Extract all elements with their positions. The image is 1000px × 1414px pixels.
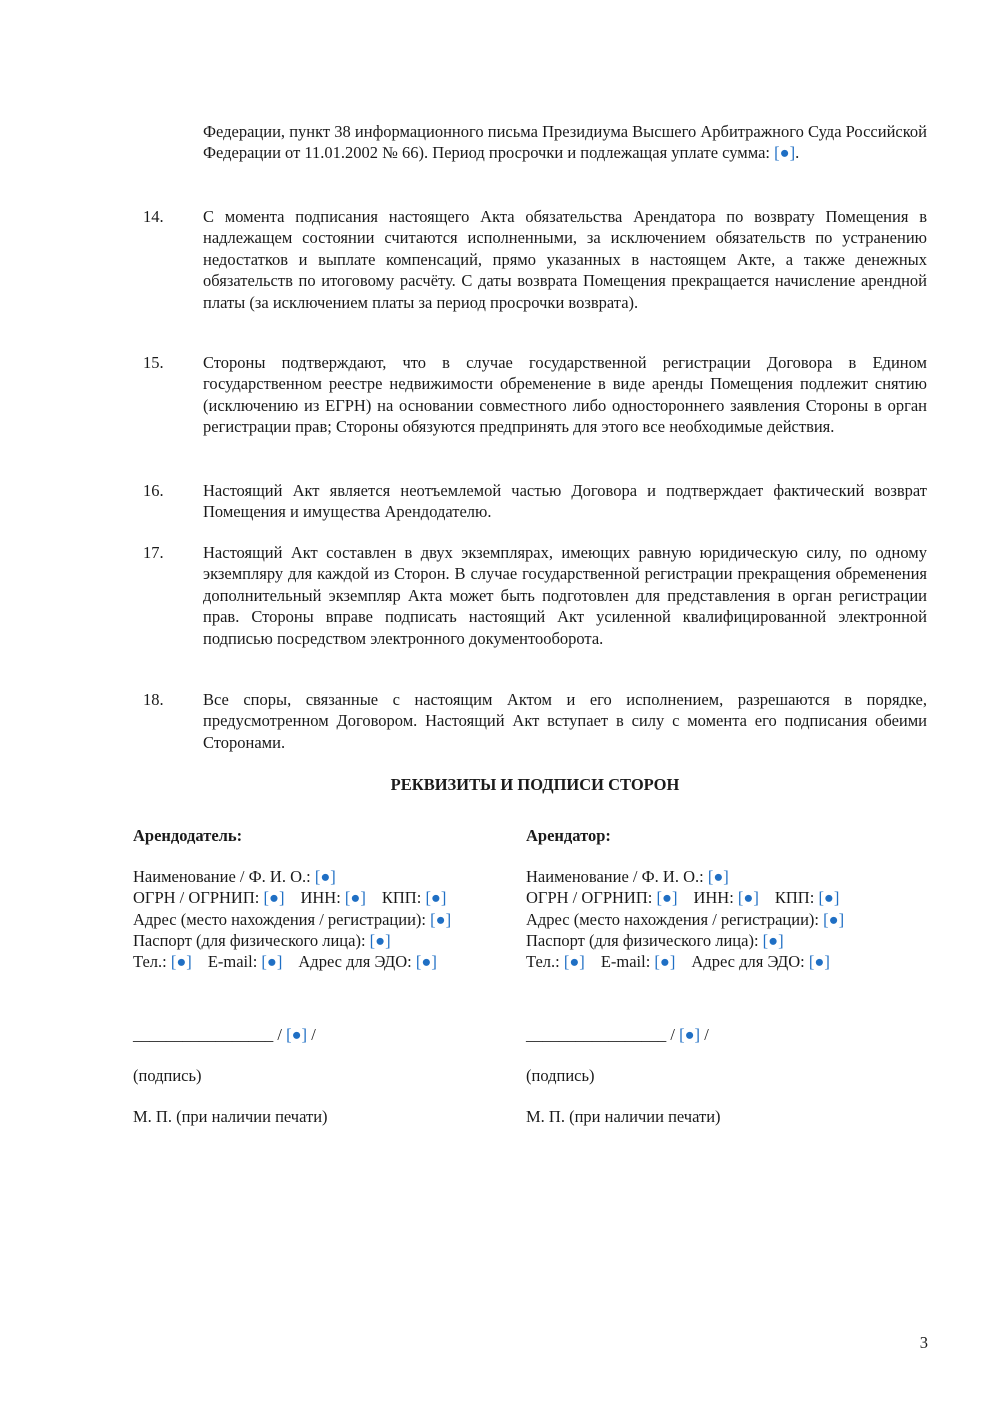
field-row-ids <box>133 887 513 908</box>
signature-underline: _________________ / <box>526 1025 680 1044</box>
placeholder-field: [●] <box>808 951 830 971</box>
placeholder-field: [●] <box>430 909 452 929</box>
placeholder-field: [●] <box>286 1025 308 1044</box>
placeholder-field: [●] <box>369 930 391 950</box>
paragraph-text: Федерации, пункт 38 информационного письма Президиума Высшего Арбитражного Суда Российской Федерации от 11.01.2002 № 66). Период просрочки и подлежащая уплате сумма: <box>203 122 927 163</box>
placeholder-field: [●] <box>563 951 585 971</box>
field-label: Наименование / Ф. И. О.: <box>133 867 315 887</box>
signature-block-tenant <box>526 1024 906 1127</box>
paragraph-number: 16. <box>143 481 164 500</box>
paragraph-number: 14. <box>143 207 164 226</box>
placeholder-field: [●] <box>707 867 729 887</box>
paragraph-18: Все споры, связанные с настоящим Актом и его исполнением, разрешаются в порядке, предусмотренном Договором. Настоящий Акт вступает в силу с момента его подписания обеими Сторонами. <box>203 690 927 752</box>
field-label: ОГРН / ОГРНИП: <box>133 888 264 908</box>
placeholder-field: [●] <box>737 888 759 908</box>
field-row-passport <box>133 930 513 951</box>
signature-slash: / <box>307 1025 316 1044</box>
party-title: Арендатор: <box>526 826 611 845</box>
field-label: E-mail: <box>207 951 262 971</box>
field-label: Адрес для ЭДО: <box>298 951 416 971</box>
signature-slash: / <box>700 1025 709 1044</box>
placeholder-field: [●] <box>818 888 840 908</box>
placeholder-field: [●] <box>774 143 796 163</box>
paragraph-number: 18. <box>143 690 164 709</box>
placeholder-field: [●] <box>261 951 283 971</box>
signature-line <box>133 1024 513 1045</box>
placeholder-field: [●] <box>425 888 447 908</box>
section-heading: РЕКВИЗИТЫ И ПОДПИСИ СТОРОН <box>390 775 680 794</box>
signature-label: (подпись) <box>526 1066 595 1085</box>
field-label: E-mail: <box>600 951 655 971</box>
field-label: Адрес для ЭДО: <box>691 951 809 971</box>
field-label: Наименование / Ф. И. О.: <box>526 867 708 887</box>
paragraph-15: Стороны подтверждают, что в случае государственной регистрации Договора в Едином государственном реестре недвижимости обременение в виде аренды Помещения подлежит снятию (исключению из ЕГРН) на основании совместного либо одностороннего заявления Стороны в орган регистрации прав; Стороны обязуются предпринять для этого все необходимые действия. <box>203 353 927 437</box>
field-row-passport <box>526 930 906 951</box>
paragraph-16: Настоящий Акт является неотъемлемой частью Договора и подтверждает фактический возврат Помещения и имущества Арендодателю. <box>203 481 927 522</box>
field-row-address <box>133 909 513 930</box>
field-label: ИНН: <box>693 888 738 908</box>
field-row-address <box>526 909 906 930</box>
field-label: КПП: <box>774 888 819 908</box>
field-label: Адрес (место нахождения / регистрации): <box>133 909 431 929</box>
paragraph-text: . <box>795 143 800 163</box>
signature-line <box>526 1024 906 1045</box>
placeholder-field: [●] <box>654 951 676 971</box>
field-label: Паспорт (для физического лица): <box>526 930 763 950</box>
signature-label: (подпись) <box>133 1066 202 1085</box>
placeholder-field: [●] <box>762 930 784 950</box>
field-label: ИНН: <box>300 888 345 908</box>
party-lessor <box>133 825 513 972</box>
party-tenant <box>526 825 906 972</box>
placeholder-field: [●] <box>314 867 336 887</box>
field-row-name <box>526 866 906 887</box>
placeholder-field: [●] <box>823 909 845 929</box>
paragraph-number: 17. <box>143 543 164 562</box>
paragraph-number: 15. <box>143 353 164 372</box>
paragraph-17: Настоящий Акт составлен в двух экземплярах, имеющих равную юридическую силу, по одному экземпляру для каждой из Сторон. В случае государственной регистрации прекращения обременения дополнительный экземпляр Акта может быть подготовлен для представления в орган регистрации прав. Стороны вправе подписать настоящий Акт усиленной квалифицированной электронной подписью посредством электронного документооборота. <box>203 543 927 648</box>
paragraph-14: С момента подписания настоящего Акта обязательства Арендатора по возврату Помещения в надлежащем состоянии считаются исполненными, за исключением обязательств по устранению недостатков и выплате компенсаций, прямо указанных в настоящем Акте, а также денежных обязательств по итоговому расчёту. С даты возврата Помещения прекращается начисление арендной платы (за исключением платы за период просрочки возврата). <box>203 207 927 312</box>
field-label: Адрес (место нахождения / регистрации): <box>526 909 824 929</box>
field-label: Тел.: <box>526 951 564 971</box>
field-row-contacts <box>526 951 906 972</box>
page-number: 3 <box>919 1333 928 1352</box>
stamp-label: М. П. (при наличии печати) <box>133 1107 328 1126</box>
placeholder-field: [●] <box>170 951 192 971</box>
field-row-contacts <box>133 951 513 972</box>
field-label: Тел.: <box>133 951 171 971</box>
field-label: ОГРН / ОГРНИП: <box>526 888 657 908</box>
placeholder-field: [●] <box>344 888 366 908</box>
party-title: Арендодатель: <box>133 826 243 845</box>
placeholder-field: [●] <box>263 888 285 908</box>
signature-block-lessor <box>133 1024 513 1127</box>
field-label: КПП: <box>381 888 426 908</box>
field-row-ids <box>526 887 906 908</box>
paragraph-continuation <box>203 121 927 164</box>
placeholder-field: [●] <box>679 1025 701 1044</box>
placeholder-field: [●] <box>656 888 678 908</box>
placeholder-field: [●] <box>415 951 437 971</box>
stamp-label: М. П. (при наличии печати) <box>526 1107 721 1126</box>
field-row-name <box>133 866 513 887</box>
signature-underline: _________________ / <box>133 1025 287 1044</box>
field-label: Паспорт (для физического лица): <box>133 930 370 950</box>
